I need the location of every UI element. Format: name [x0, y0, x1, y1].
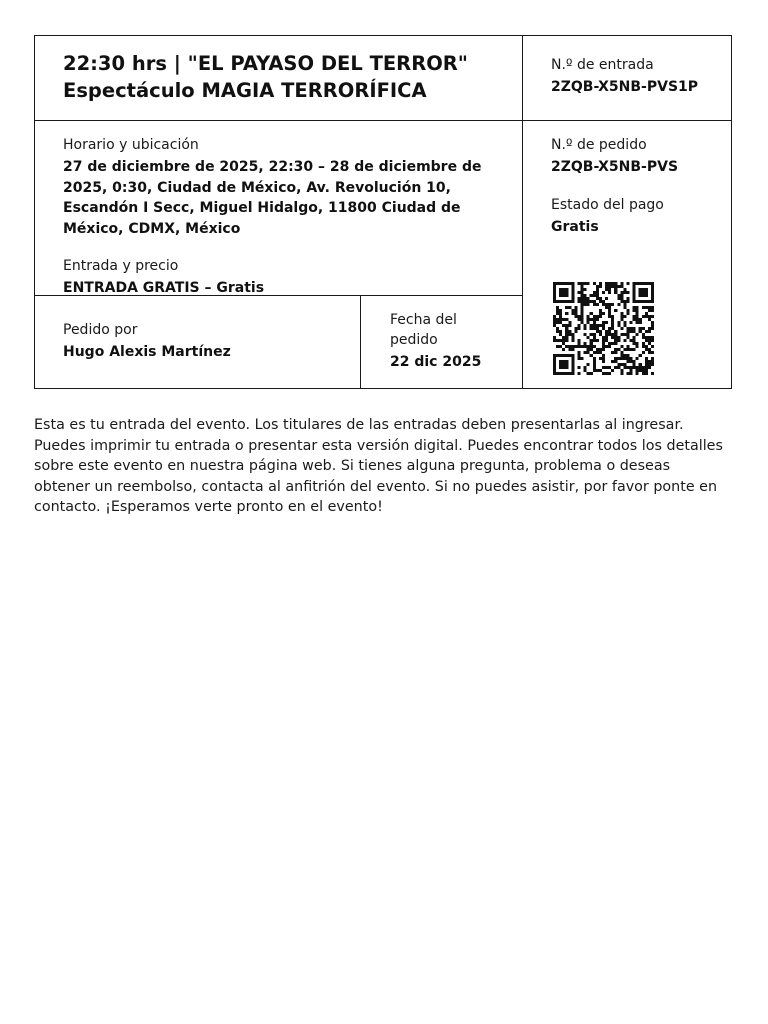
order-date-block	[390, 310, 490, 373]
ordered-by-label: Pedido por	[63, 322, 138, 338]
qr-code-icon	[553, 282, 654, 375]
order-date-label: Fecha del pedido	[390, 312, 457, 348]
order-date-value: 22 dic 2025	[390, 354, 482, 370]
payment-status-value: Gratis	[551, 218, 599, 235]
schedule-label: Horario y ubicación	[63, 137, 199, 153]
ticket-price-label: Entrada y precio	[63, 258, 179, 274]
event-title	[63, 50, 503, 104]
event-title-line2: Espectáculo MAGIA TERRORÍFICA	[63, 79, 427, 102]
event-title-line1: 22:30 hrs | "EL PAYASO DEL TERROR"	[63, 52, 468, 75]
ordered-by-value: Hugo Alexis Martínez	[63, 344, 231, 360]
ordered-by-block	[63, 320, 353, 363]
ticket-number-label: N.º de entrada	[551, 57, 654, 73]
payment-status-label: Estado del pago	[551, 196, 664, 213]
ticket-price-value: ENTRADA GRATIS – Gratis	[63, 280, 265, 296]
order-number-value: 2ZQB-X5NB-PVS	[551, 159, 679, 175]
ticket-number-block	[551, 55, 721, 98]
order-number-label: N.º de pedido	[551, 137, 647, 153]
schedule-value: 27 de diciembre de 2025, 22:30 – 28 de diciembre de 2025, 0:30, Ciudad de México, Av. Revolución 10, Escandón I Secc, Miguel Hidalgo, 11800 Ciudad de México, CDMX, México	[63, 159, 482, 237]
ticket-number-value: 2ZQB-X5NB-PVS1P	[551, 79, 699, 95]
schedule-block	[63, 135, 503, 299]
ticket-card	[34, 35, 732, 389]
row-divider	[35, 120, 731, 121]
column-divider	[360, 295, 361, 388]
order-info-block	[551, 135, 721, 237]
ticket-instructions: Esta es tu entrada del evento. Los titulares de las entradas deben presentarlas al ingresar. Puedes imprimir tu entrada o presentar esta versión digital. Puedes encontrar todos los detalles sobre este evento en nuestra página web. Si tienes alguna pregunta, problema o deseas obtener un reembolso, contacta al anfitrión del evento. Si no puedes asistir, por favor ponte en contacto. ¡Esperamos verte pronto en el evento!	[34, 417, 723, 515]
column-divider	[522, 36, 523, 388]
